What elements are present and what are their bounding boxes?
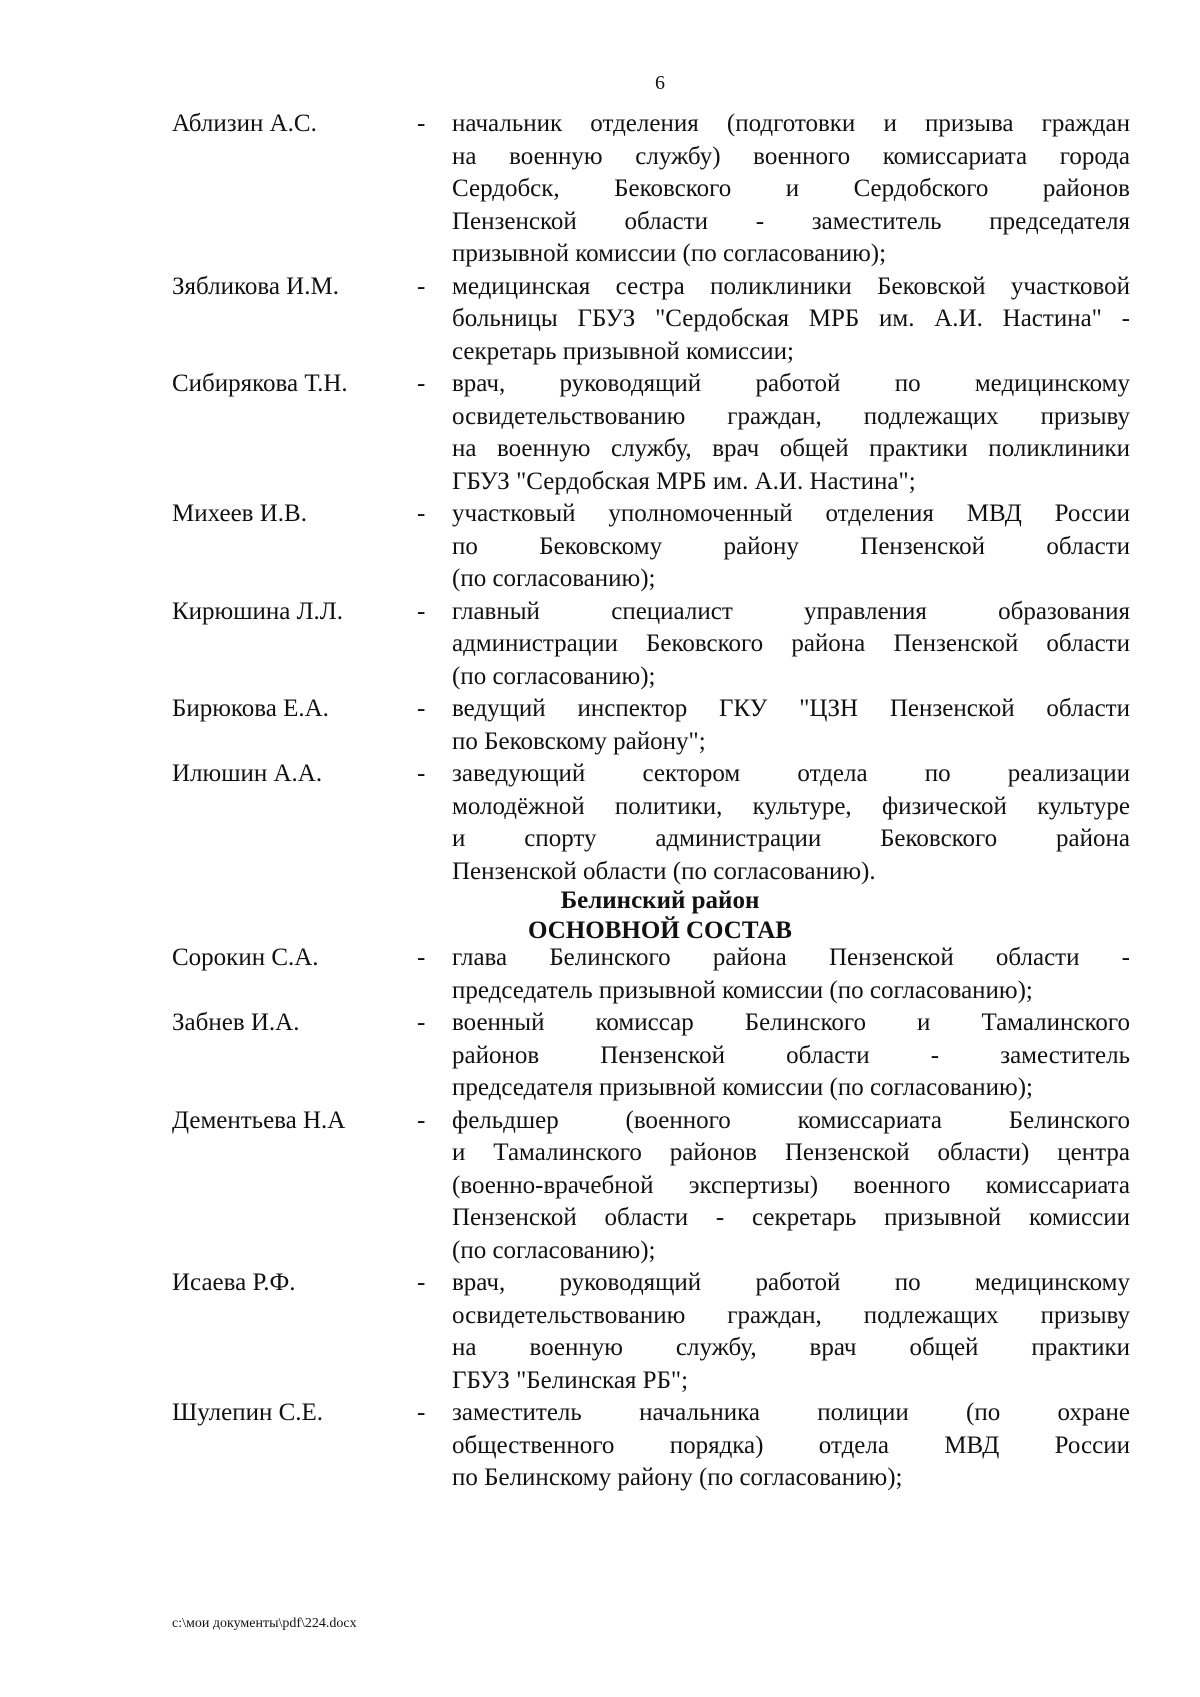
role-line: участковый уполномоченный отделения МВД России: [452, 500, 1130, 527]
role-line: председатель призывной комиссии (по согласованию);: [452, 976, 1033, 1004]
dash-separator: -: [417, 1106, 426, 1134]
member-entry: [172, 1105, 1130, 1268]
member-name: Сорокин С.А.: [172, 944, 319, 971]
member-name: Забнев И.А.: [172, 1009, 300, 1036]
composition-heading: ОСНОВНОЙ СОСТАВ: [528, 917, 792, 944]
role-line: молодёжной политики, культуре, физической культуре: [452, 792, 1130, 820]
role-line: заместитель начальника полиции (по охране: [452, 1399, 1130, 1426]
role-line: ведущий инспектор ГКУ "ЦЗН Пензенской области: [452, 695, 1130, 722]
role-line: Пензенской области (по согласованию).: [452, 857, 876, 885]
member-role: [452, 942, 1130, 1007]
role-line: председателя призывной комиссии (по согласованию);: [452, 1074, 1033, 1101]
member-name: Михеев И.В.: [172, 500, 307, 527]
role-line: Пензенской области - заместитель председателя: [452, 207, 1130, 235]
role-line: Сердобск, Бековского и Сердобского районов: [452, 175, 1130, 202]
role-line: медицинская сестра поликлиники Бековской участковой: [452, 272, 1130, 300]
role-line: Пензенской области - секретарь призывной комиссии: [452, 1204, 1130, 1231]
role-line: ГБУЗ "Сердобская МРБ им. А.И. Настина";: [452, 467, 916, 495]
member-role: [452, 693, 1130, 758]
role-line: врач, руководящий работой по медицинскому: [452, 370, 1130, 397]
role-line: (по согласованию);: [452, 662, 656, 690]
dash-separator: -: [417, 370, 426, 397]
role-line: по Белинскому району (по согласованию);: [452, 1464, 903, 1491]
member-entry: [172, 108, 1130, 271]
member-name: Исаева Р.Ф.: [172, 1269, 296, 1296]
dash-separator: -: [417, 597, 426, 625]
role-line: освидетельствованию граждан, подлежащих призыву: [452, 1301, 1130, 1329]
member-role: [452, 1105, 1130, 1268]
role-line: ГБУЗ "Белинская РБ";: [452, 1366, 689, 1394]
role-line: военный комиссар Белинского и Тамалинского: [452, 1009, 1130, 1036]
member-list-bekovsky: [172, 108, 1130, 888]
member-role: [452, 1397, 1130, 1495]
member-name: Шулепин С.Е.: [172, 1399, 324, 1426]
role-line: больницы ГБУЗ "Сердобская МРБ им. А.И. Настина" -: [452, 305, 1130, 332]
member-role: [452, 368, 1130, 498]
dash-separator: -: [417, 695, 426, 722]
district-heading: Белинский район: [560, 887, 760, 914]
footer-file-path: c:\мои документы\pdf\224.docx: [172, 1616, 357, 1631]
member-role: [452, 1007, 1130, 1105]
dash-separator: -: [417, 1009, 426, 1036]
member-name: Сибирякова Т.Н.: [172, 370, 348, 397]
member-entry: [172, 596, 1130, 694]
member-role: [452, 1267, 1130, 1397]
role-line: общественного порядка) отдела МВД России: [452, 1431, 1130, 1459]
member-name: Бирюкова Е.А.: [172, 695, 329, 722]
dash-separator: -: [417, 272, 426, 300]
member-entry: [172, 498, 1130, 596]
member-entry: [172, 271, 1130, 369]
role-line: (военно-врачебной экспертизы) военного комиссариата: [452, 1171, 1130, 1199]
member-name: Кирюшина Л.Л.: [172, 597, 343, 625]
role-line: заведующий сектором отдела по реализации: [452, 760, 1130, 787]
dash-separator: -: [417, 1399, 426, 1426]
role-line: начальник отделения (подготовки и призыва граждан: [452, 110, 1130, 137]
role-line: врач, руководящий работой по медицинскому: [452, 1269, 1130, 1296]
member-entry: [172, 1397, 1130, 1495]
role-line: на военную службу, врач общей практики поликлиники: [452, 435, 1130, 462]
page-number: 6: [655, 72, 665, 94]
role-line: по Бековскому району";: [452, 727, 706, 755]
member-name: Илюшин А.А.: [172, 760, 323, 787]
member-name: Зябликова И.М.: [172, 272, 339, 300]
member-role: [452, 108, 1130, 271]
member-list-belinsky: [172, 942, 1130, 1495]
role-line: призывной комиссии (по согласованию);: [452, 240, 887, 267]
role-line: главный специалист управления образования: [452, 597, 1130, 625]
role-line: администрации Бековского района Пензенской области: [452, 630, 1130, 657]
dash-separator: -: [417, 500, 426, 527]
role-line: на военную службу) военного комиссариата города: [452, 142, 1130, 170]
dash-separator: -: [417, 1269, 426, 1296]
role-line: (по согласованию);: [452, 565, 656, 592]
role-line: на военную службу, врач общей практики: [452, 1334, 1130, 1361]
member-entry: [172, 368, 1130, 498]
dash-separator: -: [417, 110, 426, 137]
role-line: освидетельствованию граждан, подлежащих призыву: [452, 402, 1130, 430]
dash-separator: -: [417, 944, 426, 971]
role-line: (по согласованию);: [452, 1236, 656, 1264]
member-entry: [172, 758, 1130, 888]
member-name: Аблизин А.С.: [172, 110, 317, 137]
member-name: Дементьева Н.А: [172, 1106, 346, 1134]
member-entry: [172, 693, 1130, 758]
role-line: глава Белинского района Пензенской области -: [452, 944, 1130, 971]
role-line: по Бековскому району Пензенской области: [452, 532, 1130, 560]
role-line: и Тамалинского районов Пензенской области) центра: [452, 1139, 1130, 1166]
role-line: фельдшер (военного комиссариата Белинского: [452, 1106, 1130, 1134]
role-line: и спорту администрации Бековского района: [452, 825, 1130, 852]
role-line: секретарь призывной комиссии;: [452, 337, 794, 365]
member-role: [452, 758, 1130, 888]
dash-separator: -: [417, 760, 426, 787]
member-role: [452, 498, 1130, 596]
role-line: районов Пензенской области - заместитель: [452, 1041, 1130, 1069]
member-entry: [172, 1267, 1130, 1397]
member-entry: [172, 942, 1130, 1007]
member-entry: [172, 1007, 1130, 1105]
member-role: [452, 596, 1130, 694]
member-role: [452, 271, 1130, 369]
